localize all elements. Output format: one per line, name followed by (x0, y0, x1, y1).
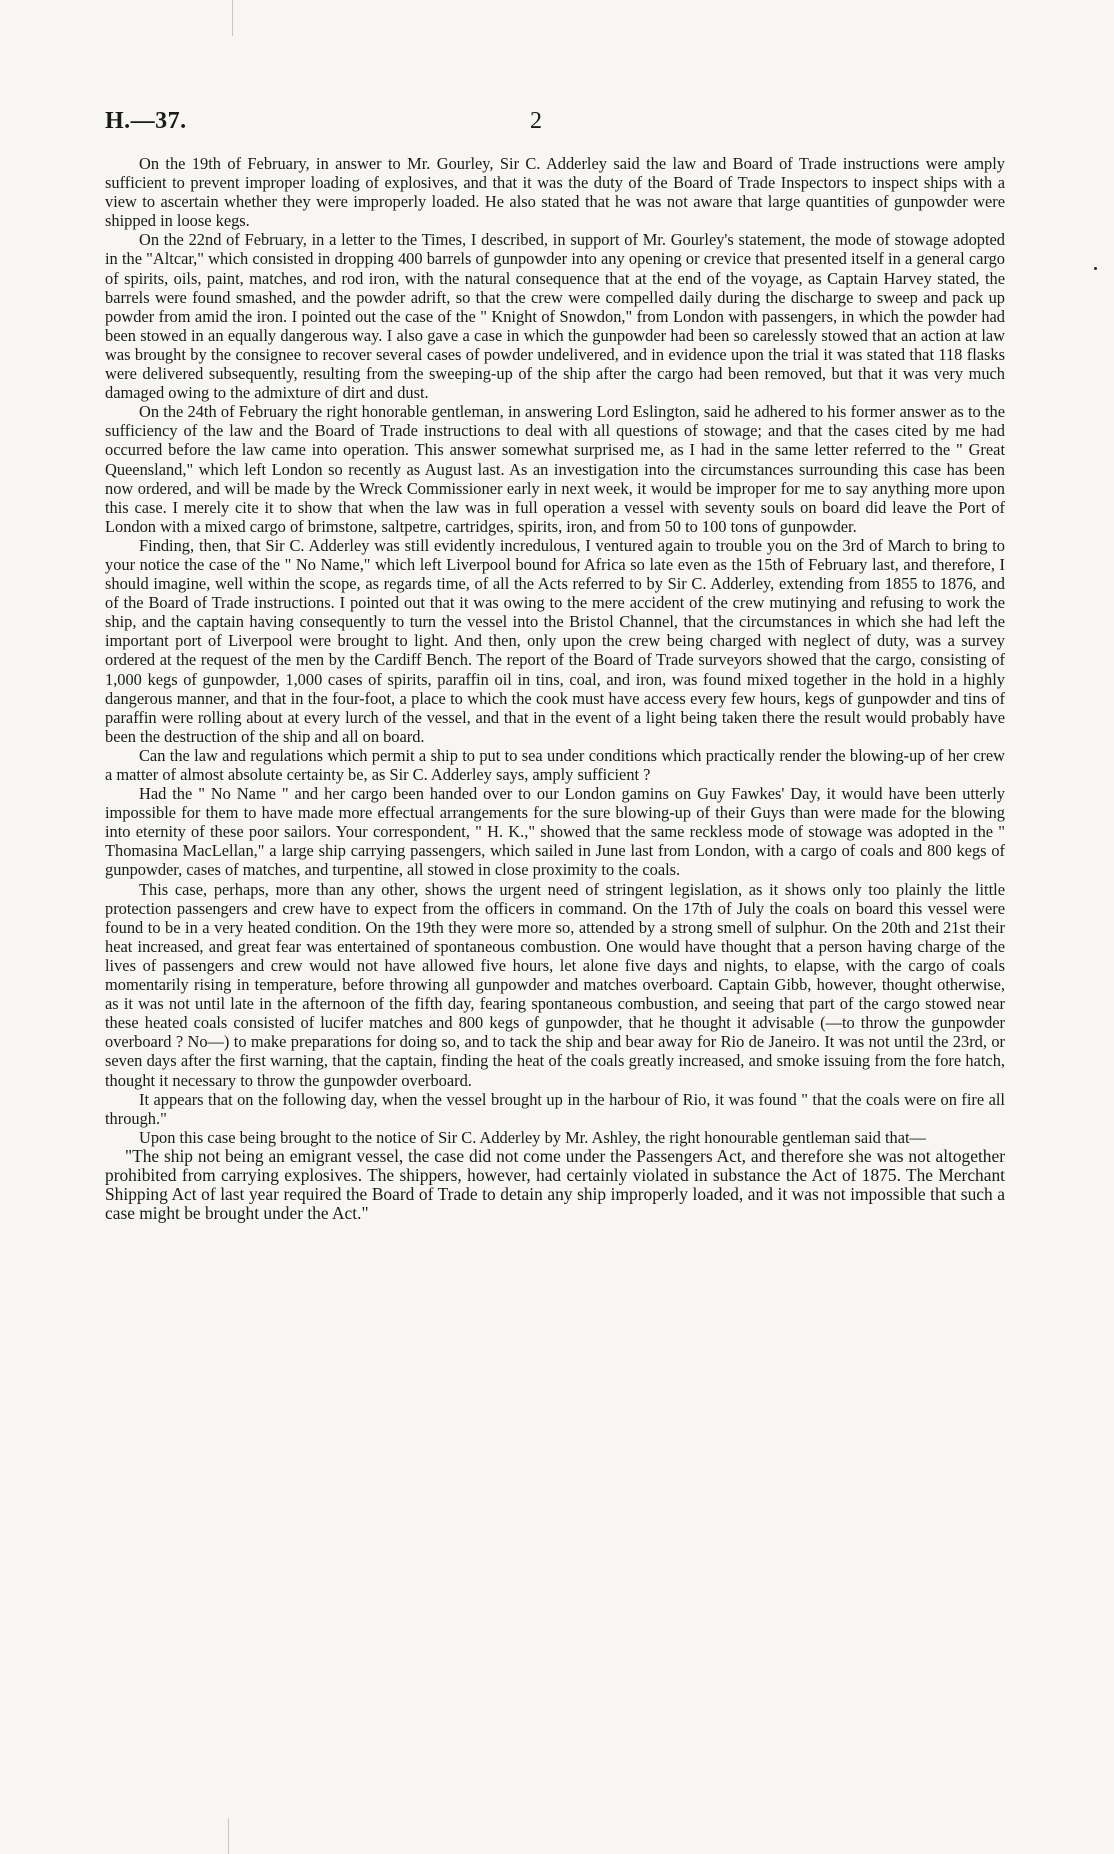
paragraph: Finding, then, that Sir C. Adderley was still evidently incredulous, I ventured again to trouble you on the 3rd of March to bring to your notice the case of the " No Name," which left Liverpool bound for Africa so late even as the 15th of February last, and therefore, I should imagine, well within the scope, as regards time, of all the Acts referred to by Sir C. Adderley, extending from 1855 to 1876, and of the Board of Trade instructions. I pointed out that it was owing to the mere accident of the crew mutinying and refusing to work the ship, and the captain having consequently to turn the vessel into the Bristol Channel, that the circumstances in which she had left the important port of Liverpool were brought to light. And then, only upon the crew being charged with neglect of duty, was a survey ordered at the request of the men by the Cardiff Bench. The report of the Board of Trade surveyors showed that the cargo, consisting of 1,000 kegs of gunpowder, 1,000 cases of spirits, paraffin oil in tins, coal, and iron, was found mixed together in the hold in a highly dangerous manner, and that in the four-foot, a place to which the cook must have access every few hours, kegs of gunpowder and tins of paraffin were rolling about at every lurch of the vessel, and that in the event of a light being taken there the result would probably have been the destruction of the ship and all on board. (105, 535, 1005, 746)
block-quote: "The ship not being an emigrant vessel, the case did not come under the Passengers Act, and therefore she was not altogether prohibited from carrying explosives. The shippers, however, had certainly violated in substance the Act of 1875. The Merchant Shipping Act of last year required the Board of Trade to detain any ship improperly loaded, and it was not impossible that such a case might be brought under the Act." (105, 1145, 1005, 1224)
paragraph: It appears that on the following day, when the vessel brought up in the harbour of Rio, it was found " that the coals were on fire all through." (105, 1089, 1005, 1128)
page-crease-bottom (228, 1818, 229, 1854)
page-crease-top (232, 0, 233, 36)
page-header (105, 108, 1015, 138)
page-number: 2 (530, 108, 542, 134)
paragraph: Upon this case being brought to the notice of Sir C. Adderley by Mr. Ashley, the right honourable gentleman said that— (139, 1127, 926, 1147)
body-text (105, 154, 1005, 1223)
paragraph: Can the law and regulations which permit a ship to put to sea under conditions which practically render the blowing-up of her crew a matter of almost absolute certainty be, as Sir C. Adderley says, amply sufficient ? (105, 745, 1005, 784)
paragraph: Had the " No Name " and her cargo been handed over to our London gamins on Guy Fawkes' Day, it would have been utterly impossible for them to have made more effectual arrangements for the sure blowing-up of their Guys than were made for the blowing into eternity of these poor sailors. Your correspondent, " H. K.," showed that the same reckless mode of stowage was adopted in the " Thomasina MacLellan," a large ship carrying passengers, which sailed in June last from London, with a cargo of coals and 800 kegs of gunpowder, cases of matches, and turpentine, all stowed in close proximity to the coals. (105, 784, 1005, 880)
paragraph: On the 22nd of February, in a letter to the Times, I described, in support of Mr. Gourley's statement, the mode of stowage adopted in the "Altcar," which consisted in dropping 400 barrels of gunpowder into any opening or crevice that presented itself in a general cargo of spirits, oils, paint, matches, and rod iron, with the natural consequence that at the end of the voyage, as Captain Harvey stated, the barrels were found smashed, and the powder adrift, so that the crew were compelled daily during the discharge to sweep and pack up powder from amid the iron. I pointed out the case of the " Knight of Snowdon," from London with passengers, in which the powder had been stowed in an equally dangerous way. I also gave a case in which the gunpowder had been so carelessly stowed that an action at law was brought by the consignee to recover several cases of powder undelivered, and in evidence upon the trial it was stated that 118 flasks were delivered subsequently, resulting from the sweeping-up of the ship after the cargo had been removed, but that it was very much damaged owing to the admixture of dirt and dust. (105, 230, 1005, 403)
document-reference: H.—37. (105, 108, 187, 134)
ink-speck (1094, 267, 1097, 270)
paragraph: This case, perhaps, more than any other, shows the urgent need of stringent legislation, as it shows only too plainly the little protection passengers and crew have to expect from the officers in command. On the 17th of July the coals on board this vessel were found to be in a very heated condition. On the 19th they were more so, attended by a strong smell of sulphur. On the 20th and 21st their heat increased, and great fear was entertained of spontaneous combustion. One would have thought that a person having charge of the lives of passengers and crew would not have allowed five hours, let alone five days and nights, to elapse, with the cargo of coals momentarily rising in temperature, before throwing all gunpowder and matches overboard. Captain Gibb, however, thought otherwise, as it was not until late in the afternoon of the fifth day, fearing spontaneous combustion, and seeing that part of the cargo stowed near these heated coals consisted of lucifer matches and 800 kegs of gunpowder, that he thought it advisable (—to throw the gunpowder overboard ? No—) to make preparations for doing so, and to tack the ship and bear away for Rio de Janeiro. It was not until the 23rd, or seven days after the first warning, that the captain, finding the heat of the coals greatly increased, and smoke issuing from the fore hatch, thought it necessary to throw the gunpowder overboard. (105, 879, 1005, 1090)
paragraph: On the 19th of February, in answer to Mr. Gourley, Sir C. Adderley said the law and Board of Trade instructions were amply sufficient to prevent improper loading of explosives, and that it was the duty of the Board of Trade Inspectors to inspect ships with a view to ascertain whether they were improperly loaded. He also stated that he was not aware that large quantities of gunpowder were shipped in loose kegs. (105, 154, 1005, 231)
paragraph: On the 24th of February the right honorable gentleman, in answering Lord Eslington, said he adhered to his former answer as to the sufficiency of the law and the Board of Trade instructions to deal with all questions of stowage; and that the cases cited by me had occurred before the law came into operation. This answer somewhat surprised me, as I had in the same letter referred to the " Great Queensland," which left London so recently as August last. As an investigation into the circumstances surrounding this case has been now ordered, and will be made by the Wreck Commissioner early in next week, it would be improper for me to say anything more upon this case. I merely cite it to show that when the law was in full operation a vessel with seventy souls on board did leave the Port of London with a mixed cargo of brimstone, saltpetre, cartridges, spirits, iron, and from 50 to 100 tons of gunpowder. (105, 402, 1005, 536)
